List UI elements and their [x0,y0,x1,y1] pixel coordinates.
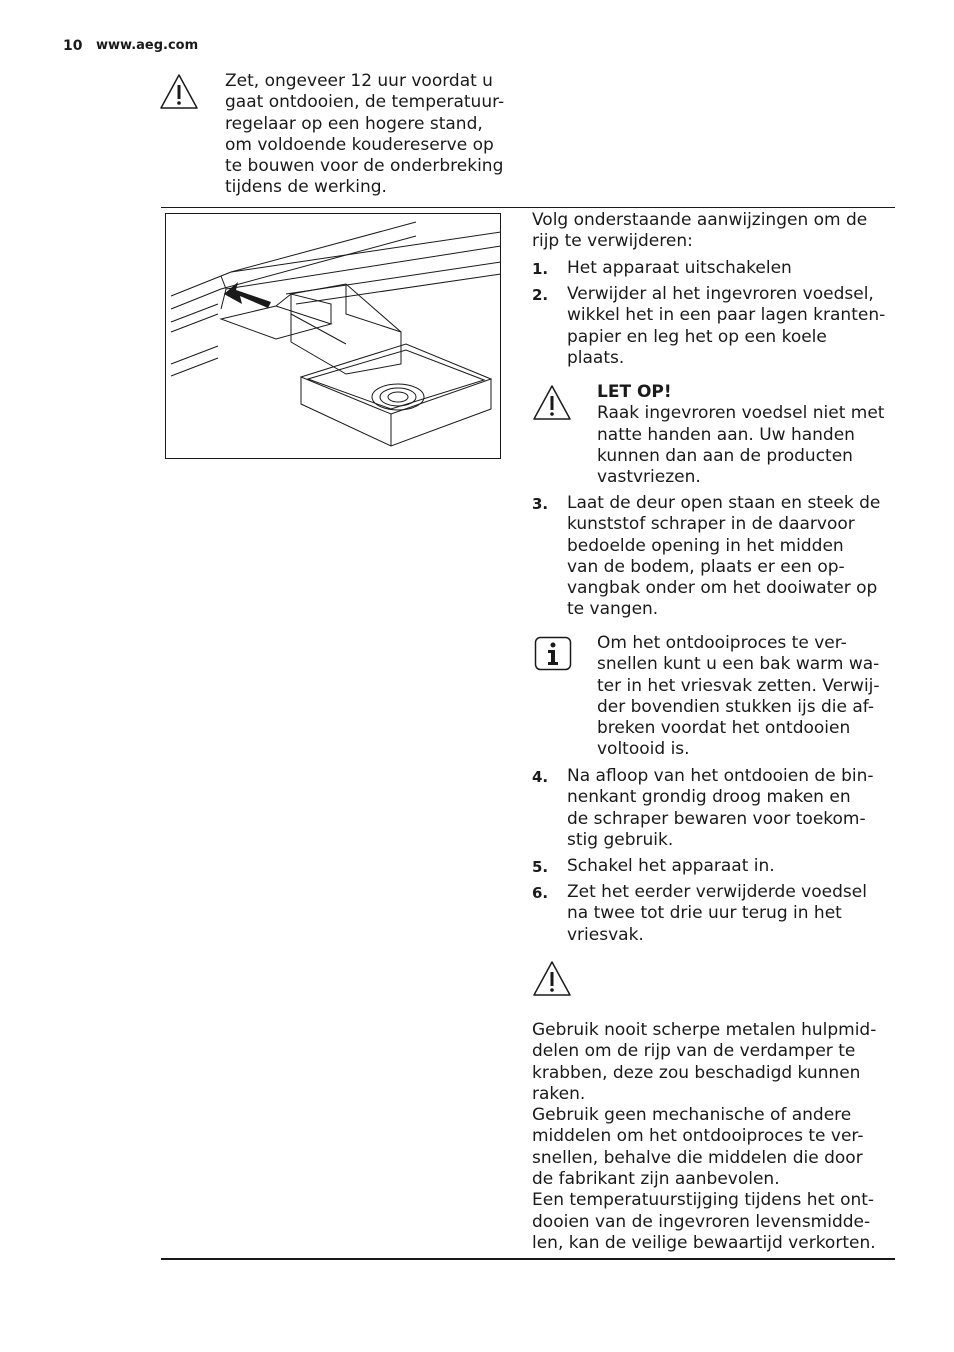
caution-title: LET OP! [597,382,672,402]
text-line: ter in het vriesvak zetten. Verwij- [597,675,880,696]
step-text [567,856,775,877]
text-line: om voldoende koudereserve op [225,134,494,155]
text-line: rijp te verwijderen: [532,231,693,252]
text-line: de fabrikant zijn aanbevolen. [532,1169,780,1190]
text-line: krabben, deze zou beschadigd kunnen [532,1062,861,1083]
section-divider [161,207,895,208]
text-line: Zet, ongeveer 12 uur voordat u [225,71,493,91]
text-line: plaats. [567,347,625,368]
warning-triangle-icon [159,73,199,111]
text-line: Schakel het apparaat in. [567,856,775,876]
text-line: Het apparaat uitschakelen [567,258,792,278]
text-line: raken. [532,1083,586,1104]
text-line: te vangen. [567,599,659,620]
text-line: wikkel het in een paar lagen kranten- [567,305,886,326]
text-line: natte handen aan. Uw handen [597,424,855,445]
step-number: 6. [532,884,549,902]
text-line: na twee tot drie uur terug in het [567,903,842,924]
text-line: middelen om het ontdooiproces te ver- [532,1126,864,1147]
text-line: dooien van de ingevroren levensmidde- [532,1211,871,1232]
step-text [567,766,874,851]
defrost-scraper-illustration [166,214,500,458]
text-line: Volg onderstaande aanwijzingen om de [532,210,868,230]
bottom-warning-text [532,1020,876,1254]
section-divider [161,1258,895,1260]
text-line: Verwijder al het ingevroren voedsel, [567,284,874,304]
info-icon [534,636,572,672]
text-line: Laat de deur open staan en steek de [567,493,881,513]
text-line: vangbak onder om het dooiwater op [567,578,878,599]
step-number: 3. [532,495,549,513]
info-text [597,633,880,761]
text-line: papier en leg het op een koele [567,326,827,347]
text-line: delen om de rijp van de verdamper te [532,1041,856,1062]
intro-text [532,210,867,253]
step-text [567,882,867,946]
text-line: bedoelde opening in het midden [567,535,844,556]
text-line: snellen, behalve die middelen die door [532,1147,863,1168]
text-line: te bouwen voor de onderbreking [225,156,504,177]
step-number: 4. [532,768,549,786]
text-line: Gebruik geen mechanische of andere [532,1105,852,1126]
text-line: vastvriezen. [597,467,701,488]
text-line: voltooid is. [597,739,690,760]
warning-triangle-icon [532,960,572,998]
text-line: regelaar op een hogere stand, [225,113,483,134]
text-line: Een temperatuurstijging tijdens het ont- [532,1190,875,1211]
top-warning-text [225,71,504,199]
text-line: tijdens de werking. [225,177,387,198]
warning-triangle-icon [532,384,572,422]
text-line: Om het ontdooiproces te ver- [597,633,847,653]
text-line: de schraper bewaren voor toekom- [567,808,866,829]
step-text [567,493,880,621]
text-line: Zet het eerder verwijderde voedsel [567,882,867,902]
text-line: Na afloop van het ontdooien de bin- [567,766,874,786]
text-line: kunnen dan aan de producten [597,445,853,466]
step-number: 5. [532,858,549,876]
defrost-figure [165,213,501,459]
site-url: www.aeg.com [96,38,199,53]
step-text [567,284,885,369]
page-number: 10 [63,38,83,54]
text-line: breken voordat het ontdooien [597,718,851,739]
text-line: vriesvak. [567,924,644,945]
text-line: van de bodem, plaats er een op- [567,556,845,577]
text-line: len, kan de veilige bewaartijd verkorten. [532,1232,876,1253]
text-line: kunststof schraper in de daarvoor [567,514,855,535]
text-line: der bovendien stukken ijs die af- [597,696,874,717]
text-line: snellen kunt u een bak warm wa- [597,654,880,675]
caution-block [597,382,884,488]
step-text [567,258,792,279]
step-number: 1. [532,260,549,278]
text-line: Gebruik nooit scherpe metalen hulpmid- [532,1020,877,1040]
text-line: gaat ontdooien, de temperatuur- [225,92,505,113]
text-line: stig gebruik. [567,829,674,850]
text-line: Raak ingevroren voedsel niet met [597,403,885,424]
step-number: 2. [532,286,549,304]
text-line: nenkant grondig droog maken en [567,787,851,808]
